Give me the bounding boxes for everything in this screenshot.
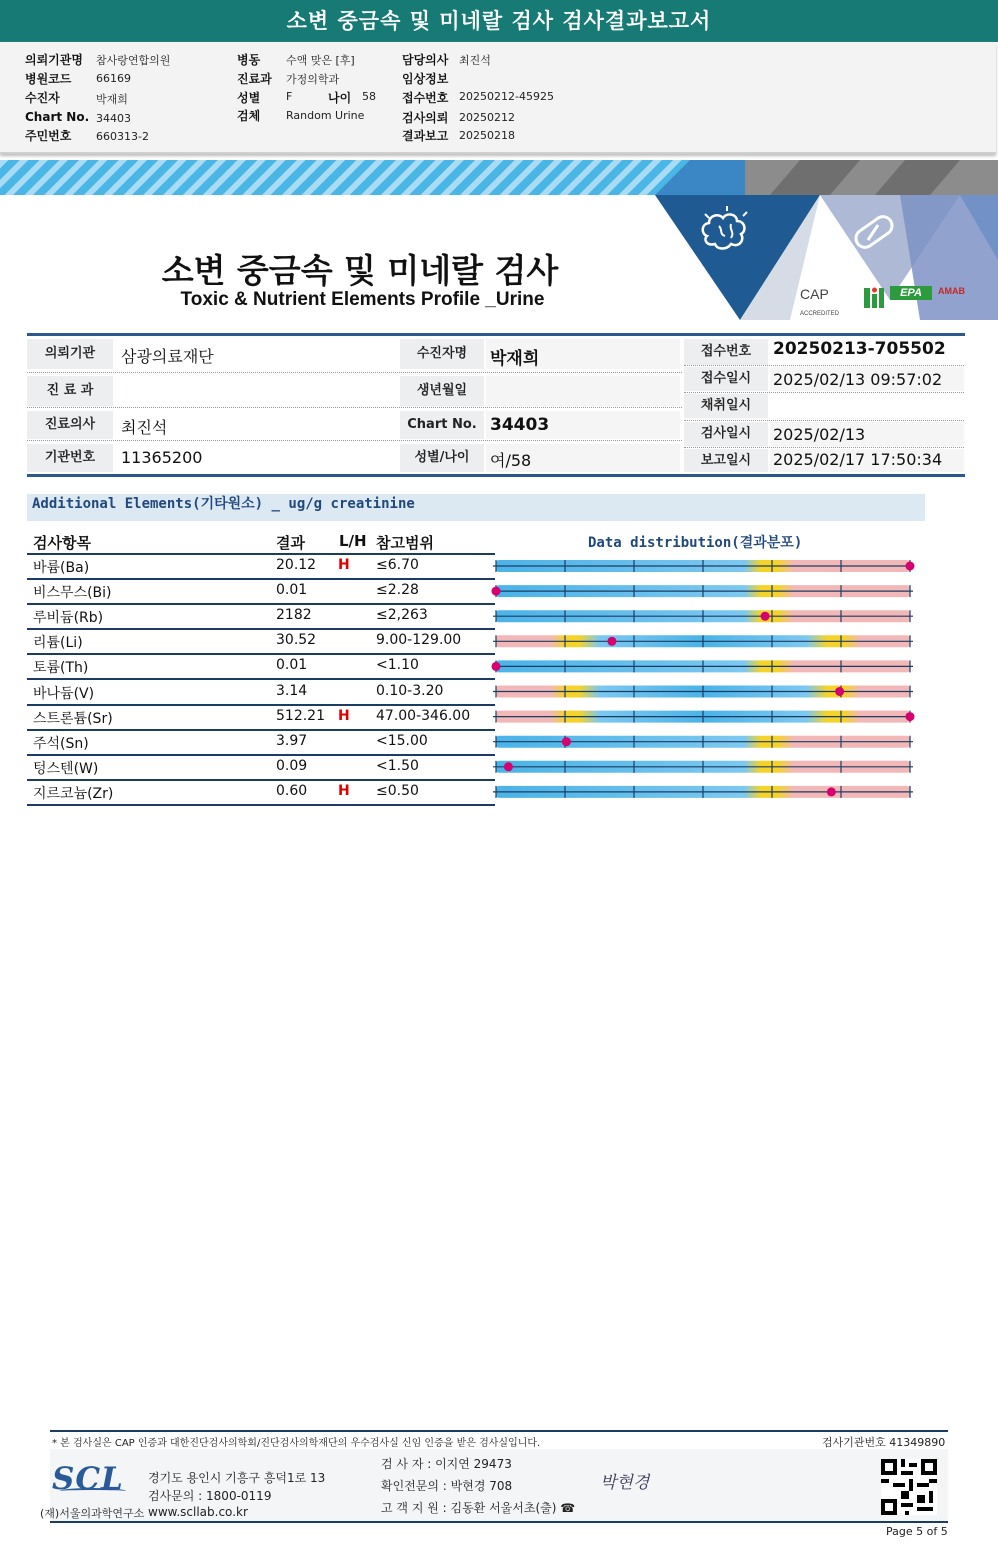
specialist: 확인전문의 : 박현경 708 — [381, 1479, 513, 1493]
divider — [684, 447, 964, 448]
label-doctor: 진료의사 — [27, 411, 113, 439]
field-value: 34403 — [96, 112, 131, 125]
cell-name: 스트론튬(Sr) — [33, 710, 113, 727]
label-requester: 의뢰기관 — [27, 339, 113, 369]
cell-ref: <1.10 — [376, 657, 419, 674]
cell-ref: ≤6.70 — [376, 557, 419, 573]
value-institution-no: 11365200 — [121, 448, 203, 467]
qr-code-icon — [881, 1459, 937, 1519]
result-marker — [492, 587, 501, 596]
distribution-bar — [492, 585, 914, 597]
distribution-bar — [493, 610, 913, 622]
field-label: 검체 — [237, 109, 261, 123]
field-value: Random Urine — [286, 109, 365, 122]
value-received-at: 2025/02/13 09:57:02 — [773, 370, 943, 389]
divider — [27, 372, 682, 373]
distribution-bar — [493, 786, 913, 798]
address: 경기도 용인시 기흥구 흥덕1로 13 — [148, 1471, 326, 1485]
result-marker — [761, 612, 770, 621]
result-marker — [562, 737, 571, 746]
result-marker — [906, 712, 915, 721]
field-value: 20250218 — [459, 129, 515, 142]
cell-flag: H — [338, 782, 350, 799]
value-bg — [486, 376, 680, 406]
website-link[interactable]: www.scllab.co.kr — [148, 1505, 248, 1519]
field-value: F — [286, 90, 293, 103]
value-tested-at: 2025/02/13 — [773, 425, 866, 444]
cell-result: 20.12 — [276, 557, 317, 573]
label-patient-name: 수진자명 — [400, 339, 484, 369]
cell-result: 2182 — [276, 607, 312, 624]
row-divider — [27, 804, 495, 806]
table-row — [27, 706, 497, 731]
result-marker — [835, 687, 844, 696]
label-sex-age: 성별/나이 — [400, 444, 484, 472]
label-collected-at: 채취일시 — [684, 394, 768, 418]
cell-name: 루비듐(Rb) — [33, 610, 104, 627]
cell-name: 토륨(Th) — [33, 660, 89, 677]
label-chart-no: Chart No. — [400, 411, 484, 439]
capsule-icon — [848, 211, 898, 257]
table-row — [27, 630, 497, 655]
field-value: 66169 — [96, 72, 131, 85]
value-sex-age: 여/58 — [490, 451, 532, 470]
field-label: 결과보고 — [402, 129, 449, 143]
cell-ref: ≤2.28 — [376, 582, 419, 599]
table-row — [27, 756, 497, 781]
cell-flag: H — [338, 707, 350, 724]
divider — [684, 392, 964, 393]
label-tested-at: 검사일시 — [684, 422, 768, 446]
field-label: 진료과 — [237, 72, 272, 86]
footer-bottom-rule — [50, 1521, 948, 1523]
inquiry-phone: 검사문의 : 1800-0119 — [148, 1489, 272, 1503]
cell-result: 3.14 — [276, 682, 308, 699]
field-value: 수액 맞은 [후] — [286, 54, 355, 67]
field-label: 주민번호 — [25, 129, 72, 143]
cell-name: 주석(Sn) — [33, 735, 89, 752]
distribution-chart — [488, 552, 918, 804]
value-patient-name: 박재희 — [490, 349, 540, 369]
value-requester: 삼광의료재단 — [121, 347, 214, 366]
page-title: 소변 중금속 및 미네랄 검사 — [161, 251, 559, 290]
value-reported-at: 2025/02/17 17:50:34 — [773, 450, 943, 469]
col-header-item: 검사항목 — [33, 534, 91, 552]
cell-ref: ≤0.50 — [376, 782, 419, 799]
page-number: Page 5 of 5 — [886, 1525, 948, 1538]
table-row — [27, 781, 497, 806]
result-marker — [492, 662, 501, 671]
cell-name: 바륨(Ba) — [33, 560, 90, 576]
distribution-bar — [493, 711, 915, 723]
label-department: 진 료 과 — [27, 376, 113, 406]
result-marker — [607, 637, 616, 646]
distribution-bar — [493, 736, 913, 748]
divider — [27, 440, 682, 441]
cell-flag: H — [338, 557, 350, 573]
distribution-bar — [492, 660, 914, 672]
label-institution-no: 기관번호 — [27, 444, 113, 472]
page-subtitle: Toxic & Nutrient Elements Profile _Urine — [180, 289, 545, 310]
value-doctor: 최진석 — [121, 418, 168, 437]
accredited-text: ACCREDITED — [800, 311, 840, 317]
report-info-panel — [0, 42, 996, 154]
signature: 박현경 — [600, 1473, 650, 1493]
examiner: 검 사 자 : 이지연 29473 — [381, 1457, 512, 1471]
cell-result: 0.01 — [276, 582, 308, 599]
cap-badge-text: CAP — [800, 286, 829, 302]
distribution-bar — [493, 560, 915, 572]
table-row — [27, 655, 497, 680]
table-bottom-rule — [27, 474, 965, 477]
table-row — [27, 681, 497, 706]
col-header-lh: L/H — [339, 532, 367, 550]
cell-ref: 9.00-129.00 — [376, 632, 462, 649]
field-label: Chart No. — [25, 110, 90, 124]
field-value: 박재희 — [96, 93, 128, 106]
col-header-result: 결과 — [276, 534, 305, 552]
cell-result: 30.52 — [276, 632, 317, 649]
table-row — [27, 731, 497, 756]
cell-ref: 0.10-3.20 — [376, 682, 444, 699]
field-label: 임상정보 — [402, 72, 449, 86]
cell-ref: <1.50 — [376, 757, 419, 774]
field-label: 검사의뢰 — [402, 111, 449, 125]
table-row — [27, 605, 497, 630]
label-birthdate: 생년월일 — [400, 376, 484, 406]
cap-badge — [800, 286, 839, 318]
field-label: 수진자 — [25, 91, 60, 105]
field-value: 58 — [362, 90, 376, 103]
field-value: 20250212 — [459, 111, 515, 124]
field-label: 의뢰기관명 — [25, 53, 83, 67]
amab-badge: AMAB — [938, 286, 965, 296]
value-accession-no: 20250213-705502 — [773, 339, 946, 359]
footer-top-rule — [50, 1430, 948, 1432]
value-chart-no: 34403 — [490, 415, 550, 435]
field-value: 참사랑연합의원 — [96, 54, 171, 67]
field-label: 성별 — [237, 91, 261, 105]
field-value: 가정의학과 — [286, 73, 340, 86]
field-label: 담당의사 — [402, 53, 449, 67]
result-marker — [906, 562, 915, 571]
result-marker — [504, 762, 513, 771]
divider — [27, 407, 682, 408]
cell-name: 텅스텐(W) — [33, 760, 99, 777]
cell-name: 리튬(Li) — [33, 635, 83, 652]
field-label: 병원코드 — [25, 72, 72, 86]
certification-note: * 본 검사실은 CAP 인증과 대한진단검사의학회/진단검사의학재단의 우수검사실 신임 인증을 받은 검사실입니다. — [52, 1438, 541, 1449]
label-received-at: 접수일시 — [684, 367, 768, 391]
organization-name: (재)서울의과학연구소 — [40, 1507, 145, 1520]
field-value: 660313-2 — [96, 130, 149, 143]
cell-result: 0.01 — [276, 657, 308, 674]
table-top-rule — [27, 333, 965, 336]
cell-ref: 47.00-346.00 — [376, 707, 471, 724]
field-value: 최진석 — [459, 54, 491, 67]
cell-result: 3.97 — [276, 732, 308, 749]
institution-number: 검사기관번호 41349890 — [822, 1436, 946, 1449]
cell-name: 바나듐(V) — [33, 685, 95, 702]
lm-logo-icon — [862, 286, 886, 310]
report-title-bar: 소변 중금속 및 미네랄 검사 검사결과보고서 — [0, 0, 998, 42]
scl-logo: SCL — [52, 1461, 124, 1497]
field-label: 나이 — [328, 91, 352, 105]
label-accession-no: 접수번호 — [684, 339, 768, 365]
cell-ref: ≤2,263 — [376, 607, 428, 624]
cell-ref: <15.00 — [376, 732, 428, 749]
logo-swoosh — [60, 1488, 126, 1494]
label-reported-at: 보고일시 — [684, 449, 768, 472]
table-row — [27, 580, 497, 605]
distribution-bar — [493, 761, 913, 773]
field-label: 병동 — [237, 53, 261, 67]
col-header-distribution: Data distribution(결과분포) — [588, 535, 803, 551]
field-label: 접수번호 — [402, 91, 449, 105]
distribution-bar — [493, 686, 913, 698]
result-marker — [827, 787, 836, 796]
cell-result: 0.09 — [276, 757, 308, 774]
cell-result: 0.60 — [276, 782, 308, 799]
cell-result: 512.21 — [276, 707, 325, 724]
distribution-bar — [493, 635, 913, 647]
divider — [684, 420, 964, 421]
cell-name: 비스무스(Bi) — [33, 585, 112, 602]
section-title: Additional Elements(기타원소) _ ug/g creatinine — [32, 496, 415, 512]
epa-badge: EPA — [890, 286, 932, 300]
customer-support: 고 객 지 원 : 김동환 서울서초(출) ☎ — [381, 1501, 576, 1515]
field-value: 20250212-45925 — [459, 90, 554, 103]
divider — [684, 365, 964, 366]
table-row — [27, 555, 497, 580]
cell-name: 지르코늄(Zr) — [33, 785, 114, 802]
col-header-ref: 참고범위 — [376, 534, 434, 552]
